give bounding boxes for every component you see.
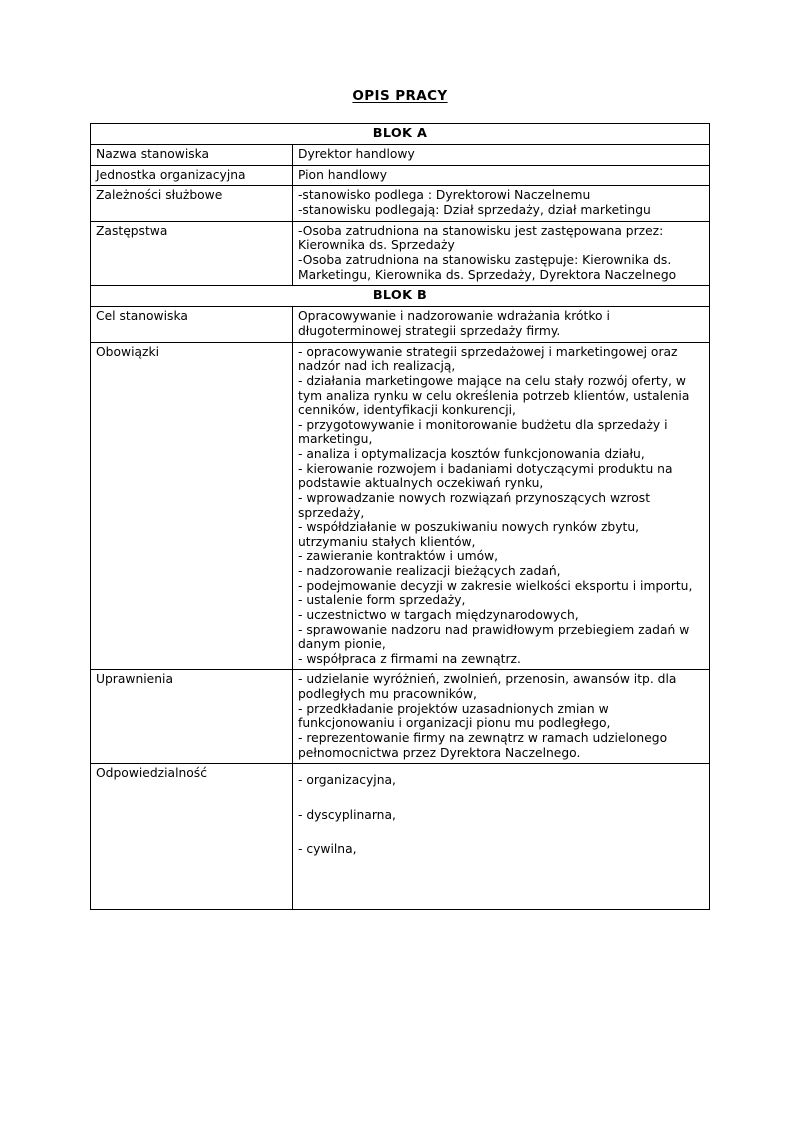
table-row-odpowiedzialnosc: [91, 764, 710, 910]
table-row-nazwa-stanowiska: [91, 145, 710, 166]
row-value-jednostka-organizacyjna: Pion handlowy: [293, 165, 710, 186]
row-label-cel-stanowiska: Cel stanowiska: [91, 307, 293, 342]
value-line: - przygotowywanie i monitorowanie budżetu dla sprzedaży i marketingu,: [298, 417, 668, 447]
row-value-obowiazki: [293, 342, 710, 670]
value-line: -Osoba zatrudniona na stanowisku jest zastępowana przez: Kierownika ds. Sprzedaży: [298, 223, 664, 253]
page-title: [0, 88, 800, 104]
table-row-zastepstwa: [91, 221, 710, 286]
row-value-zaleznosci-sluzbowe: [293, 186, 710, 221]
value-line: - współpraca z firmami na zewnątrz.: [298, 651, 521, 666]
row-value-zastepstwa: [293, 221, 710, 286]
row-label-jednostka-organizacyjna: Jednostka organizacyjna: [91, 165, 293, 186]
value-line: - podejmowanie decyzji w zakresie wielkości eksportu i importu,: [298, 578, 693, 593]
value-line: Opracowywanie i nadzorowanie wdrażania krótko i długoterminowej strategii sprzedaży firmy.: [298, 309, 610, 339]
value-line: - udzielanie wyróżnień, zwolnień, przenosin, awansów itp. dla podległych mu pracowników,: [298, 672, 677, 702]
row-label-uprawnienia: Uprawnienia: [91, 670, 293, 764]
table-row-jednostka-organizacyjna: [91, 165, 710, 186]
value-line: - sprawowanie nadzoru nad prawidłowym przebiegiem zadań w danym pionie,: [298, 622, 690, 652]
table-row-cel-stanowiska: [91, 307, 710, 342]
row-value-uprawnienia: [293, 670, 710, 764]
value-line: - współdziałanie w poszukiwaniu nowych rynków zbytu, utrzymaniu stałych klientów,: [298, 520, 640, 549]
value-line: - dyscyplinarna,: [298, 807, 396, 822]
value-line: - nadzorowanie realizacji bieżących zadań,: [298, 564, 561, 579]
page-title-text: OPIS PRACY: [352, 88, 448, 104]
table-row-obowiazki: [91, 342, 710, 670]
value-line: - analiza i optymalizacja kosztów funkcjonowania działu,: [298, 447, 645, 462]
job-description-table: [90, 123, 710, 910]
value-line: -Osoba zatrudniona na stanowisku zastępuje: Kierownika ds. Marketingu, Kierownika ds. Sprzedaży, Dyrektora Naczelnego: [298, 252, 677, 282]
value-line: - przedkładanie projektów uzasadnionych zmian w funkcjonowaniu i organizacji pionu mu podległego,: [298, 701, 611, 731]
row-label-nazwa-stanowiska: Nazwa stanowiska: [91, 145, 293, 166]
block-b-header: BLOK B: [91, 286, 710, 307]
value-line: -stanowisku podlegają: Dział sprzedaży, dział marketingu: [298, 203, 651, 218]
value-line: - wprowadzanie nowych rozwiązań przynoszących wzrost sprzedaży,: [298, 490, 651, 520]
row-label-zastepstwa: Zastępstwa: [91, 221, 293, 286]
row-value-odpowiedzialnosc: [293, 764, 710, 910]
row-label-odpowiedzialnosc: Odpowiedzialność: [91, 764, 293, 910]
value-line: - kierowanie rozwojem i badaniami dotyczącymi produktu na podstawie aktualnych oczekiwań rynku,: [298, 461, 673, 491]
table-row-uprawnienia: [91, 670, 710, 764]
value-line: -stanowisko podlega : Dyrektorowi Naczelnemu: [298, 188, 591, 203]
table-row-block-b-header: [91, 286, 710, 307]
value-line: - organizacyjna,: [298, 773, 396, 788]
block-a-header: BLOK A: [91, 124, 710, 145]
value-line: - cywilna,: [298, 842, 357, 857]
value-line: - ustalenie form sprzedaży,: [298, 593, 466, 608]
table-row-zaleznosci-sluzbowe: [91, 186, 710, 221]
row-value-nazwa-stanowiska: Dyrektor handlowy: [293, 145, 710, 166]
row-value-cel-stanowiska: [293, 307, 710, 342]
row-label-obowiazki: Obowiązki: [91, 342, 293, 670]
value-line: - opracowywanie strategii sprzedażowej i marketingowej oraz nadzór nad ich realizacją,: [298, 344, 678, 374]
row-label-zaleznosci-sluzbowe: Zależności służbowe: [91, 186, 293, 221]
cell-bottom-spacer: [298, 870, 704, 906]
table-row-block-a-header: [91, 124, 710, 145]
value-line: - uczestnictwo w targach międzynarodowych,: [298, 607, 579, 622]
value-line: - zawieranie kontraktów i umów,: [298, 549, 499, 564]
value-line: - działania marketingowe mające na celu stały rozwój oferty, w tym analiza rynku w celu określenia potrzeb klientów, ustalenia cenników, identyfikacji konkurencji,: [298, 373, 690, 418]
value-line: - reprezentowanie firmy na zewnątrz w ramach udzielonego pełnomocnictwa przez Dyrektora Naczelnego.: [298, 730, 668, 760]
